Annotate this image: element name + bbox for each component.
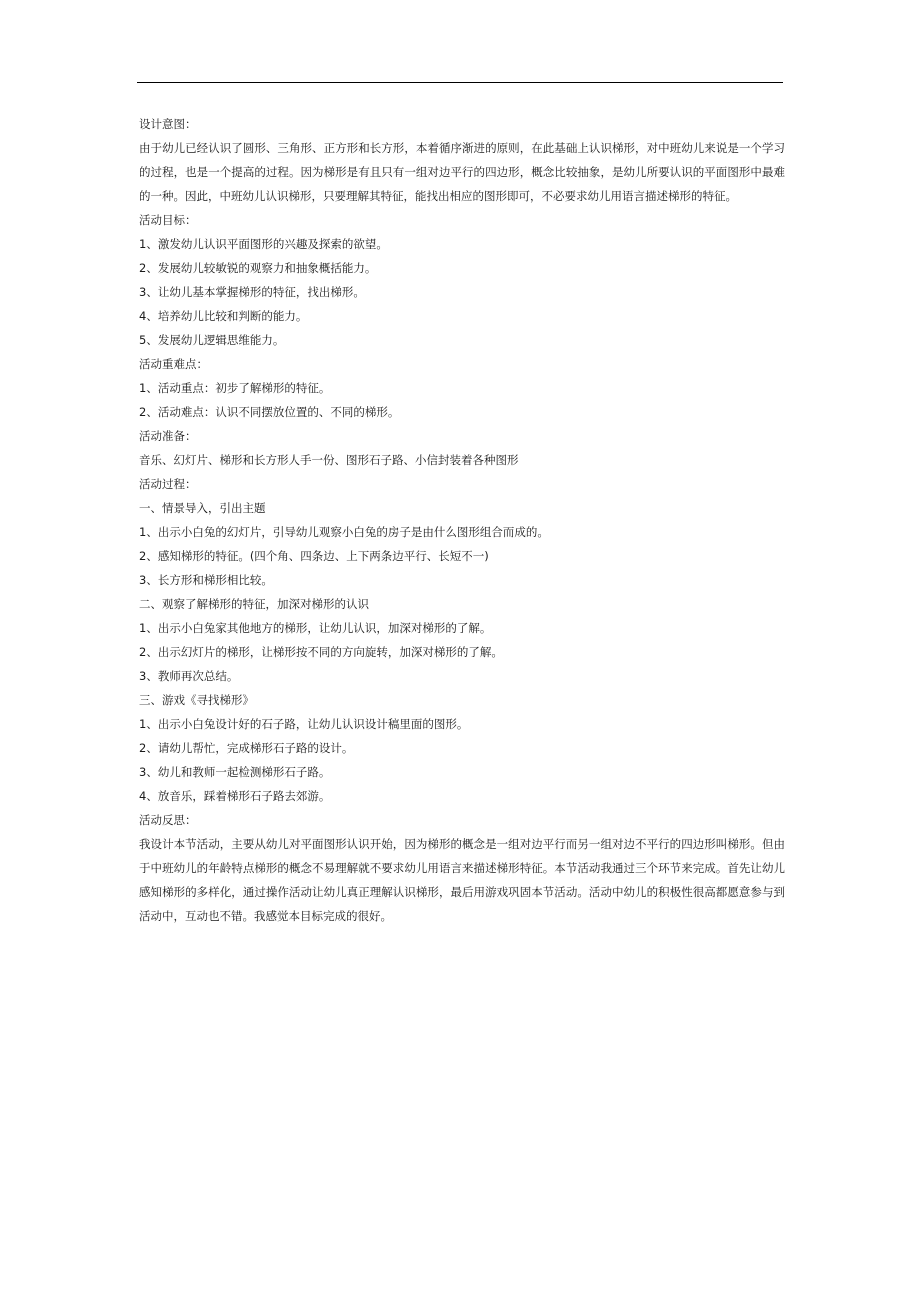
section-heading-preparation: 活动准备： (139, 429, 197, 443)
reflection-paragraph: 我设计本节活动，主要从幼儿对平面图形认识开始，因为梯形的概念是一组对边平行而另一组对边不平行的四边形叫梯形。但由于中班幼儿的年龄特点梯形的概念不易理解就不要求幼儿用语言来描述梯形特征。本节活动我通过三个环节来完成。首先让幼儿感知梯形的多样化，通过操作活动让幼儿真正理解认识梯形，最后用游戏巩固本节活动。活动中幼儿的积极性很高都愿意参与到活动中，互动也不错。我感觉本目标完成的很好。 (139, 837, 785, 923)
process-step-item: 1、出示小白兔设计好的石子路，让幼儿认识设计稿里面的图形。 (139, 717, 469, 731)
key-point-item: 1、活动重点：初步了解梯形的特征。 (139, 381, 331, 395)
process-step-item: 2、感知梯形的特征。(四个角、四条边、上下两条边平行、长短不一) (139, 549, 489, 563)
section-heading-design-intent: 设计意图： (139, 117, 197, 131)
objective-item: 5、发展幼儿逻辑思维能力。 (139, 333, 285, 347)
process-step-item: 2、请幼儿帮忙，完成梯形石子路的设计。 (139, 741, 354, 755)
design-intent-paragraph: 由于幼儿已经认识了圆形、三角形、正方形和长方形，本着循序渐进的原则，在此基础上认识梯形，对中班幼儿来说是一个学习的过程，也是一个提高的过程。因为梯形是有且只有一组对边平行的四边形，概念比较抽象，是幼儿所要认识的平面图形中最难的一种。因此，中班幼儿认识梯形，只要理解其特征，能找出相应的图形即可，不必要求幼儿用语言描述梯形的特征。 (139, 141, 785, 203)
section-heading-key-points: 活动重难点： (139, 357, 208, 371)
section-heading-objectives: 活动目标： (139, 213, 197, 227)
section-heading-process: 活动过程： (139, 477, 197, 491)
header-rule (137, 82, 783, 83)
process-step-item: 2、出示幻灯片的梯形，让梯形按不同的方向旋转，加深对梯形的了解。 (139, 645, 503, 659)
key-point-item: 2、活动难点：认识不同摆放位置的、不同的梯形。 (139, 405, 400, 419)
process-step-item: 4、放音乐，踩着梯形石子路去郊游。 (139, 789, 331, 803)
objective-item: 1、激发幼儿认识平面图形的兴趣及探索的欲望。 (139, 237, 388, 251)
objective-item: 4、培养幼儿比较和判断的能力。 (139, 309, 308, 323)
process-step-item: 1、出示小白兔的幻灯片，引导幼儿观察小白兔的房子是由什么图形组合而成的。 (139, 525, 549, 539)
document-body (139, 112, 785, 928)
process-step-item: 3、幼儿和教师一起检测梯形石子路。 (139, 765, 331, 779)
preparation-item: 音乐、幻灯片、梯形和长方形人手一份、图形石子路、小信封装着各种图形 (139, 453, 519, 467)
objective-item: 3、让幼儿基本掌握梯形的特征，找出梯形。 (139, 285, 365, 299)
objective-item: 2、发展幼儿较敏锐的观察力和抽象概括能力。 (139, 261, 377, 275)
process-step-item: 3、教师再次总结。 (139, 669, 239, 683)
process-step-item: 1、出示小白兔家其他地方的梯形，让幼儿认识，加深对梯形的了解。 (139, 621, 492, 635)
process-step-item: 3、长方形和梯形相比较。 (139, 573, 273, 587)
process-step-title: 三、游戏《寻找梯形》 (139, 693, 254, 707)
section-heading-reflection: 活动反思： (139, 813, 197, 827)
process-step-title: 一、情景导入，引出主题 (139, 501, 266, 515)
process-step-title: 二、观察了解梯形的特征，加深对梯形的认识 (139, 597, 369, 611)
